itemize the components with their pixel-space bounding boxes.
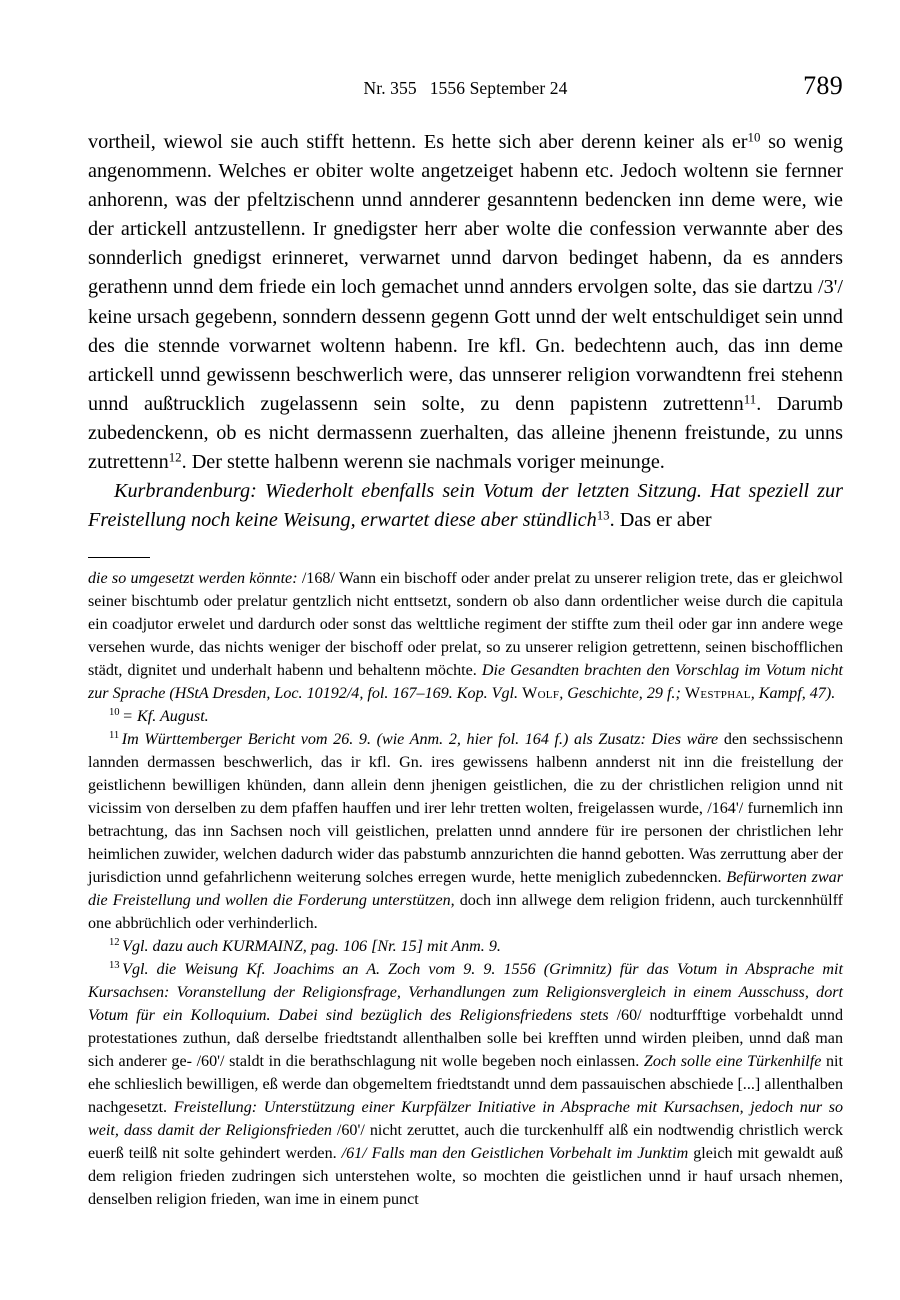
small-caps-citation: Wolf <box>522 685 560 703</box>
italic-run: Befürworten zwar die Freistellung und wollen die Forderung unterstützen, <box>88 869 843 910</box>
page-number: 789 <box>803 71 843 100</box>
document-date: 1556 September 24 <box>429 78 568 98</box>
body-text <box>88 128 843 535</box>
footnote-marker-10: 10 <box>109 707 120 719</box>
italic-run: Vgl. die Weisung Kf. Joachims an A. Zoch vom 9. 9. 1556 (Grimnitz) für das Votum in Absprache mit Kursachsen: Voranstellung der Religionsfrage, Verhandlungen zum Religionsvergleich in einem Ausschuss, dort Votum für ein Kolloquium. Dabei sind bezüglich des Religionsfriedens stets <box>88 961 843 1025</box>
running-head <box>88 71 843 112</box>
italic-run: , Geschichte, 29 f.; <box>559 685 685 703</box>
footnote-reference-10[interactable]: 10 <box>747 129 761 145</box>
italic-run: Die Gesandten brachten den Vorschlag im Votum nicht zur Sprache (HStA Dresden, Loc. 10192/4, fol. 167–169. Kop. Vgl. <box>88 662 843 703</box>
italic-run: die so umgesetzt werden könnte: <box>88 570 298 588</box>
italic-run: , Kampf, 47). <box>750 685 836 703</box>
text-run: /60'/ nicht zeruttet, auch die turckenhulff alß ein nodtwendig christlich werck euerß teilß nit solte gehindert werden. <box>88 1122 843 1163</box>
text-run: den sechssischenn lannden dermassen beschwerlich, das ir kfl. Gn. ires gewissens halbenn annderst nit inn die freistellung der geistlichenn bewilligen khünden, dann allein denn jhenigen geistlichen, die zu der christlichen religion unnd nit vicissim von derselben zu dem pfaffen hauffen und irer lehr tretten wolten, freigelassen wurde, /164'/ furnemlich inn betrachtung, das inn Sachsen noch vill geistlichen, prelatten unnd anndere für ire personen der christlichen lehr heimlichen zuwider, welchen dadurch wider das pabstumb annzurichten die hannd gebotten. Was zerruttung aber der jurisdiction unnd gefahrlichenn weiterung solches erregen wurde, hette meniglich zubedenncken. <box>88 731 844 887</box>
text-run: doch inn allwege dem religion fridenn, auch turckennhülff one abbrüchlich oder verhinderlich. <box>88 892 844 933</box>
text-run: . Der stette halbenn werenn sie nachmals voriger meinunge. <box>181 451 665 474</box>
footnote-separator-rule <box>88 557 150 558</box>
footnote-reference-13[interactable]: 13 <box>596 507 610 523</box>
italic-run: /61/ Falls man den Geistlichen Vorbehalt im Junktim <box>341 1145 694 1163</box>
text-run: nit ehe schlieslich bewilligen, eß werde dan obgemeltem friedtstandt unnd dem passauischen abschiede [...] allenthalben nachgesetzt. <box>88 1053 843 1117</box>
document-number: Nr. 355 <box>363 78 417 98</box>
footnote-13 <box>88 958 843 1211</box>
text-run: /60/ nodturfftige vorbehaldt unnd protestationes zuthun, daß derselbe friedtstandt allenthalben solle bei krefften unnd wirden pleiben, unnd daß man sich anderer ge- /60'/ staldt in die berathschlagung nit wolle begeben noch einlassen. <box>88 1007 844 1071</box>
italic-run: Zoch solle eine Türkenhilfe <box>643 1053 826 1071</box>
italic-run: = Kf. August. <box>122 708 209 726</box>
footnote-marker-13: 13 <box>109 960 120 972</box>
text-run: . Darumb zubedenckenn, ob es nicht dermassenn zuerhalten, das alleine jhenenn freistunde, zu unns zutrettenn <box>88 392 843 474</box>
footnote-12 <box>88 935 843 958</box>
footnote-marker-11: 11 <box>109 730 120 742</box>
footnote-continuation <box>88 567 843 705</box>
small-caps-citation: Westphal <box>684 685 751 703</box>
footnote-11 <box>88 728 843 935</box>
text-run: gleich mit gewaldt auß dem religion frieden zudringen sich unterstehen wolte, so mochten die geistlichen unnd ir hauf ursach nhemen, denselben religion frieden, wan ime in einem punct <box>88 1145 844 1209</box>
kurbrandenburg-paragraph <box>88 477 843 535</box>
italic-run: Vgl. dazu auch KURMAINZ, pag. 106 [Nr. 15] mit Anm. 9. <box>122 938 501 956</box>
text-run: vortheil, wiewol sie auch stifft hettenn. Es hette sich aber derenn keiner als er <box>88 131 748 153</box>
italic-run: Im Württemberger Bericht vom 26. 9. (wie Anm. 2, hier fol. 164 f.) als Zusatz: Dies wäre <box>121 731 724 749</box>
footnote-marker-12: 12 <box>109 937 120 949</box>
footnote-list <box>88 567 843 1211</box>
italic-run: Freistellung: Unterstützung einer Kurpfälzer Initiative in Absprache mit Kursachsen, jedoch nur so weit, dass damit der Religionsfrieden <box>88 1099 844 1140</box>
text-run: . Das er aber <box>609 509 712 532</box>
footnote-reference-12[interactable]: 12 <box>168 449 182 465</box>
running-head-center <box>88 78 843 99</box>
footnote-area <box>88 557 843 1211</box>
footnote-10 <box>88 705 843 728</box>
text-run: /168/ Wann ein bischoff oder ander prelat zu unserer religion trete, das er gleichwol seiner bischtumb oder prelatur gentzlich nicht enttsetzt, sondern ob also dann ordentlicher weise durch die capitula ein coadjutor erwelet und dardurch oder sonst das welttliche regiment der stiffte zum theil oder gar inn andere wege versehen wurde, das nichts weniger der bischoff oder prelat, so zu unserer religion getrettenn, seinen bischofflichen städt, dignitet und underhalt habenn und behaltenn möchte. <box>88 570 843 680</box>
main-paragraph <box>88 128 843 477</box>
text-run: so wenig angenommenn. Welches er obiter wolte angetzeiget habenn etc. Jedoch woltenn sie fernner anhorenn, was der pfeltzischenn unnd annderer gesanntenn bedencken inn deme were, wie der artickell antzustellenn. Ir gnedigster herr aber wolte die confession verwannte aber des sonnderlich gnedigst erinneret, verwarnet unnd darvon bedinget habenn, da es annders gerathenn unnd dem friede ein loch gemachet unnd annders ervolgen solte, das sie dartzu /3'/ keine ursach gegebenn, sonndern dessenn gegenn Gott unnd der welt entschuldiget sein unnd des die stennde vorwarnet woltenn habenn. Ire kfl. Gn. bedechtenn auch, das inn deme artickell unnd gewissenn beschwerlich were, das unnserer religion vorwandtenn frei stehenn unnd außtrucklich zugelassenn sein solte, zu denn papistenn zutrettenn <box>88 131 843 415</box>
footnote-reference-11[interactable]: 11 <box>743 391 757 407</box>
italic-run: Kurbrandenburg: Wiederholt ebenfalls sein Votum der letzten Sitzung. Hat speziell zur Freistellung noch keine Weisung, erwartet diese aber stündlich <box>88 480 843 532</box>
